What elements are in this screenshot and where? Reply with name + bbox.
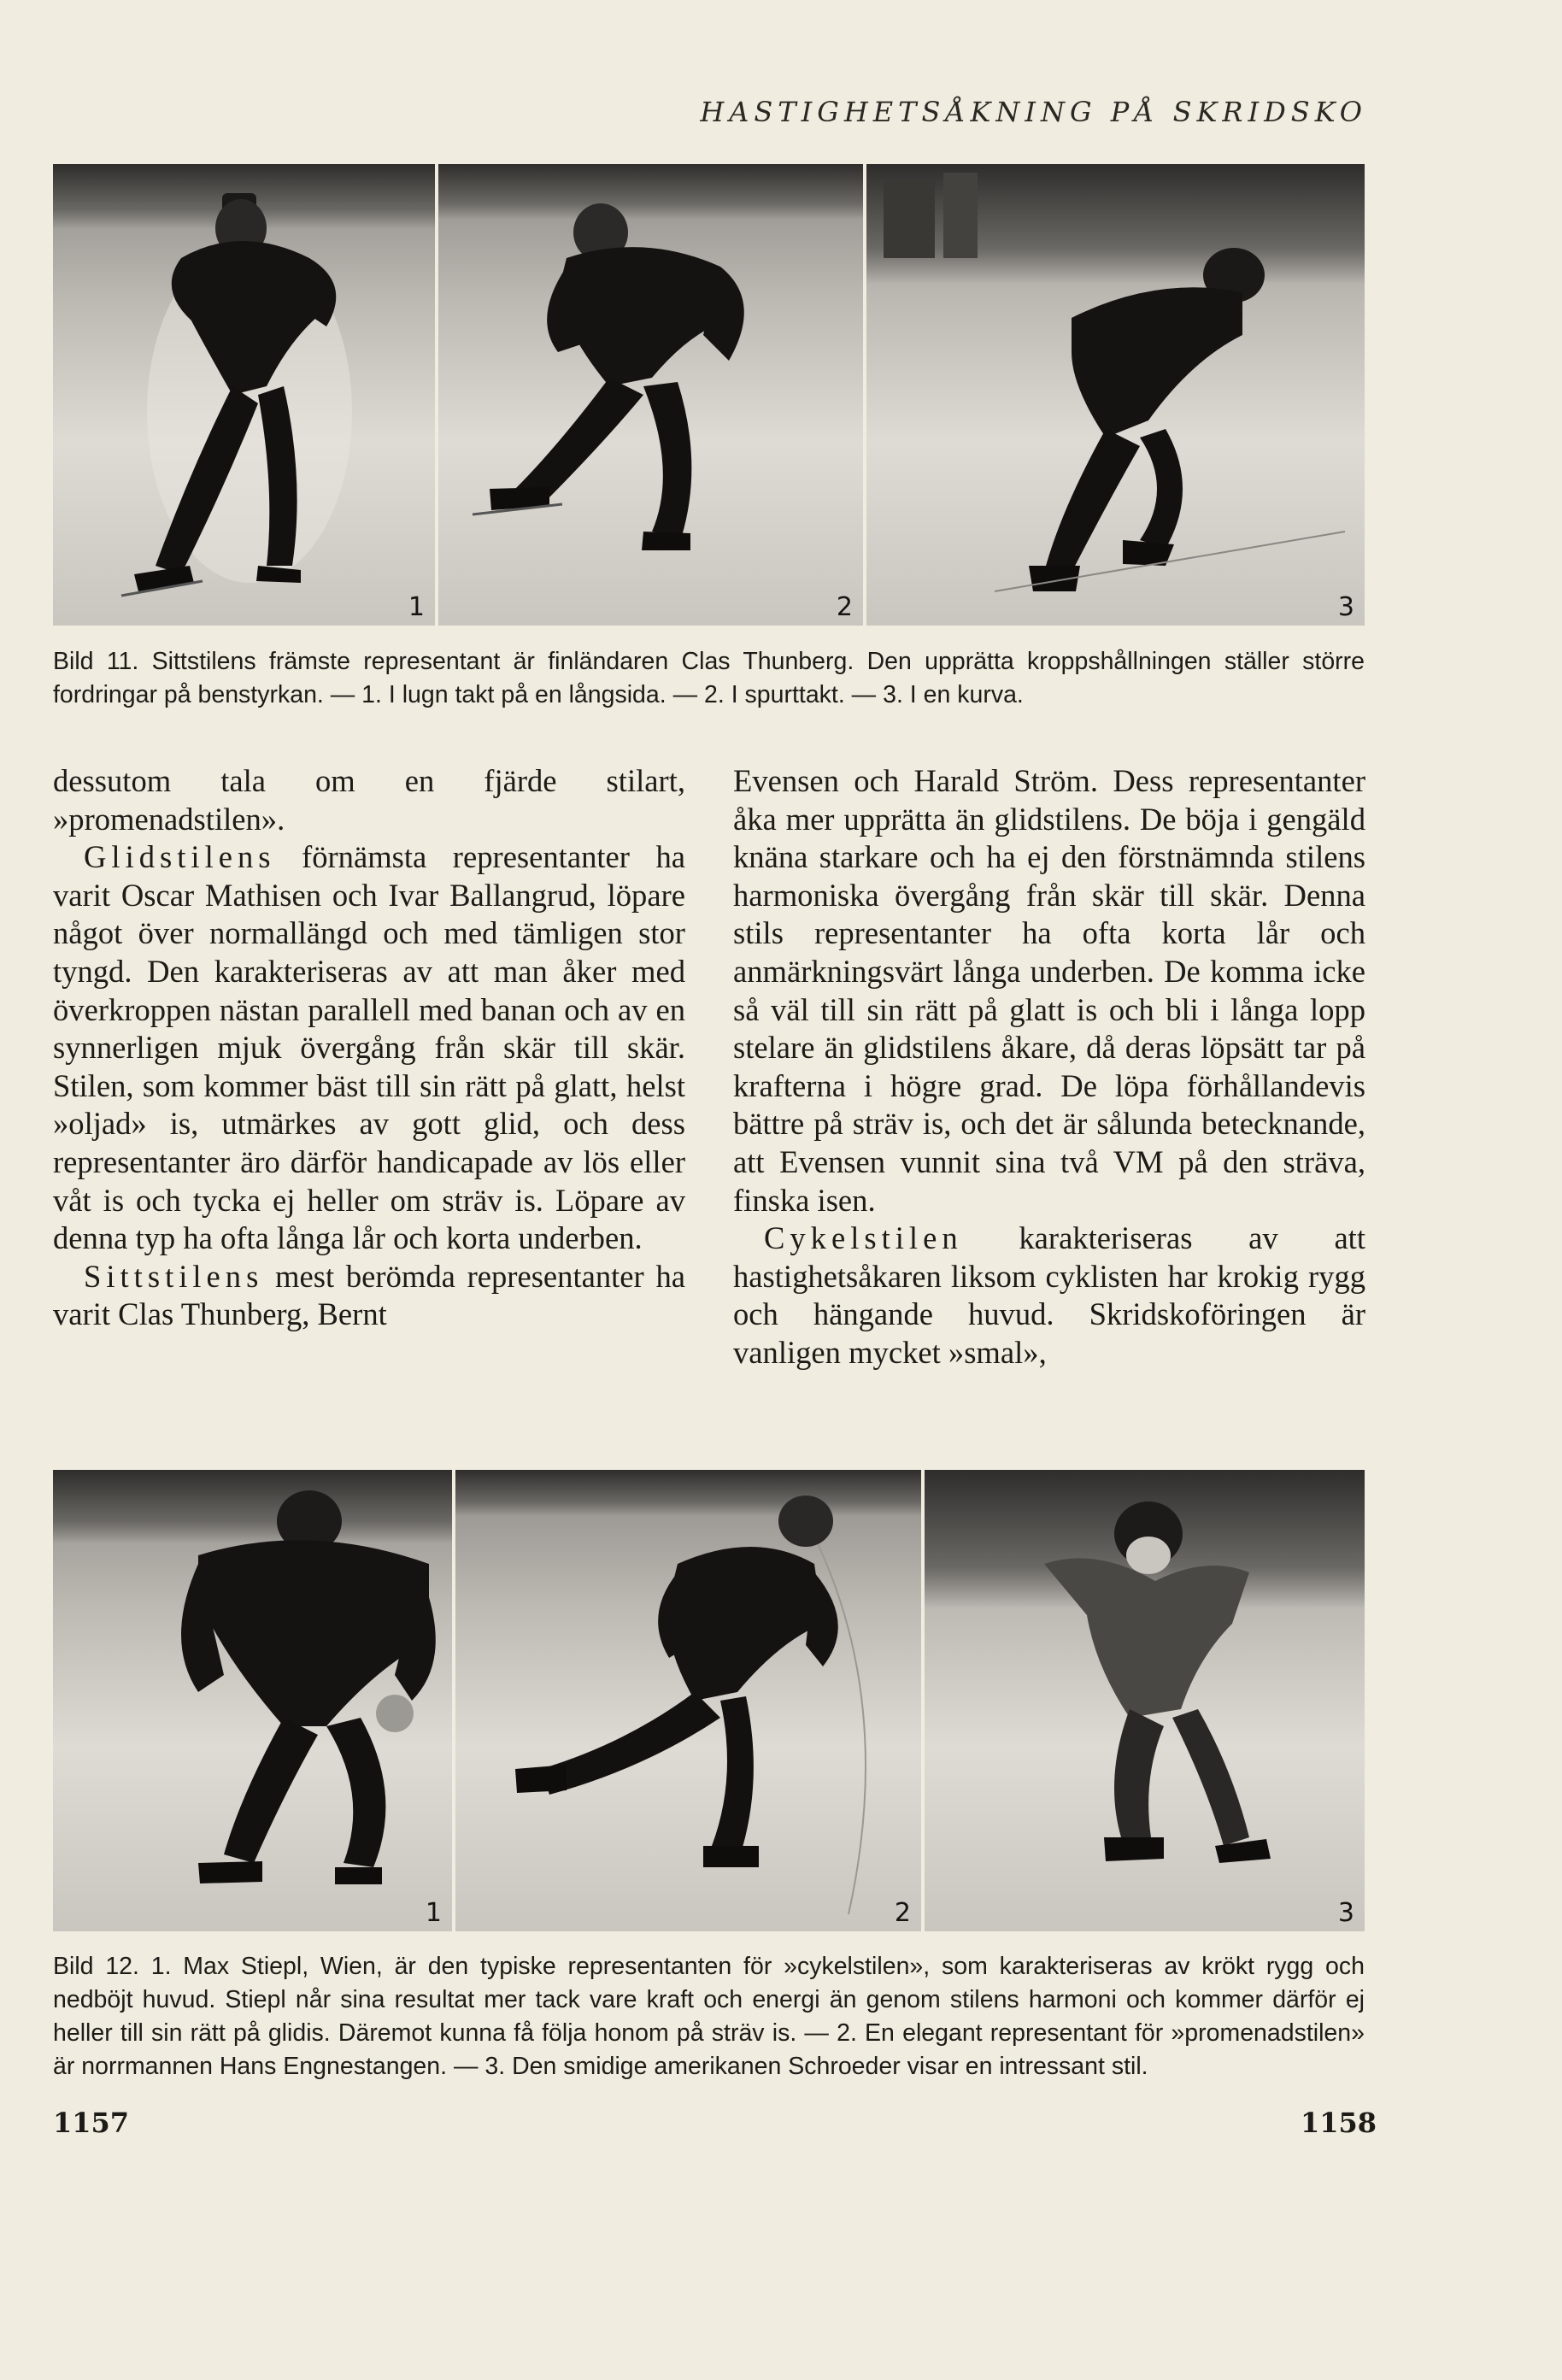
- figure-12-caption-text: 1. Max Stiepl, Wien, är den typiske representanten för »cykelstilen», som karakteriseras av krökt rygg och nedböjt huvud. Stiepl når sina resultat mer tack vare kraft och energi än genom stilens harmoni och kommer därför ej heller till sin rätt på glidis. Däremot kunna få följa honom på sträv is. — 2. En elegant representant för »promenadstilen» är norrmannen Hans Engnestangen. — 3. Den smidige amerikanen Schroeder visar en intressant stil.: [53, 1953, 1365, 2080]
- figure-11-caption-text: Sittstilens främste representant är finländaren Clas Thunberg. Den upprätta kroppshållningen ställer större fordringar på benstyrkan. — 1. I lugn takt på en långsida. — 2. I spurttakt. — 3. I en kurva.: [53, 648, 1365, 708]
- figure-12-panel-3-number: 3: [1337, 1898, 1354, 1928]
- left-col-paragraph-3: [53, 1258, 685, 1334]
- figure-11-caption-label: Bild 11.: [53, 648, 139, 675]
- page-number-right: 1158: [1301, 2107, 1377, 2139]
- figure-12-panel-3: [925, 1470, 1365, 1931]
- right-col-paragraph-2: [733, 1219, 1365, 1372]
- cykelstilen-lead: Cykelstilen: [764, 1220, 963, 1256]
- left-col-paragraph-1: dessutom tala om en fjärde stilart, »promenadstilen».: [53, 763, 685, 837]
- figure-11-panel-1: [53, 164, 435, 626]
- figure-11-panel-1-number: 1: [408, 592, 425, 622]
- figure-12-panel-2-number: 2: [894, 1898, 911, 1928]
- figure-11-panel-3-number: 3: [1337, 592, 1354, 622]
- speed-skater-promenade-style-photo-icon: [455, 1470, 921, 1931]
- figure-12-panel-1: [53, 1470, 452, 1931]
- left-col-paragraph-2: [53, 838, 685, 1258]
- figure-12-caption-label: Bild 12.: [53, 1953, 139, 1980]
- figure-11-panel-2-number: 2: [836, 592, 853, 622]
- figure-11-caption: [53, 645, 1365, 712]
- figure-12-panel-2: [455, 1470, 921, 1931]
- speed-skater-curve-photo-icon: [866, 164, 1365, 626]
- left-col-paragraph-2-text: förnämsta representanter ha varit Oscar Mathisen och Ivar Ballangrud, löpare något över normallängd och med tämligen stor tyngd. Den karakteriseras av att man åker med överkroppen nästan parallell med banan och av en synnerligen mjuk övergång från skär till skär. Stilen, som kommer bäst till sin rätt på glatt, helst »oljad» is, utmärkes av gott glid, och dess representanter äro därför handicapade av lös eller våt is och tycka ej heller om sträv is. Löpare av denna typ ha ofta långa lår och korta underben.: [53, 839, 685, 1256]
- right-col-paragraph-1: Evensen och Harald Ström. Dess representanter åka mer upprätta än glidstilens. De böja i gengäld knäna starkare och ha ej den förstnämnda stilens harmoniska övergång från skär till skär. Denna stils representanter ha ofta korta lår och anmärkningsvärt långa underben. De komma icke så väl till sin rätt på glatt is och bli i långa lopp stelare än glidstilens åkare, då deras löpsätt tar på krafterna i högre grad. De löpa förhållandevis bättre på sträv is, och det är sålunda betecknande, att Evensen vunnit sina två VM på den sträva, finska isen.: [733, 763, 1365, 1218]
- speed-skater-schroeder-photo-icon: [925, 1470, 1365, 1931]
- figure-11-panel-3: [866, 164, 1365, 626]
- running-head: HASTIGHETSÅKNING PÅ SKRIDSKO: [700, 96, 1367, 128]
- left-column: [53, 762, 685, 1334]
- speed-skater-upright-photo-icon: [53, 164, 435, 626]
- sittstilens-lead: Sittstilens: [84, 1258, 264, 1294]
- speed-skater-leaning-photo-icon: [438, 164, 863, 626]
- figure-12-panel-1-number: 1: [425, 1898, 442, 1928]
- right-col-paragraph-2-text: karakteriseras av att hastighetsåkaren liksom cyklisten har krokig rygg och hängande huvud. Skridskoföringen är vanligen mycket »smal»,: [733, 1220, 1365, 1370]
- page-number-left: 1157: [53, 2107, 130, 2139]
- left-col-paragraph-3-text: mest berömda representanter ha varit Clas Thunberg, Bernt: [53, 1258, 685, 1332]
- glidstilens-lead: Glidstilens: [84, 839, 276, 875]
- right-column: [733, 762, 1365, 1372]
- speed-skater-cycling-style-photo-icon: [53, 1470, 452, 1931]
- figure-12-caption: [53, 1950, 1365, 2083]
- figure-11-panel-2: [438, 164, 863, 626]
